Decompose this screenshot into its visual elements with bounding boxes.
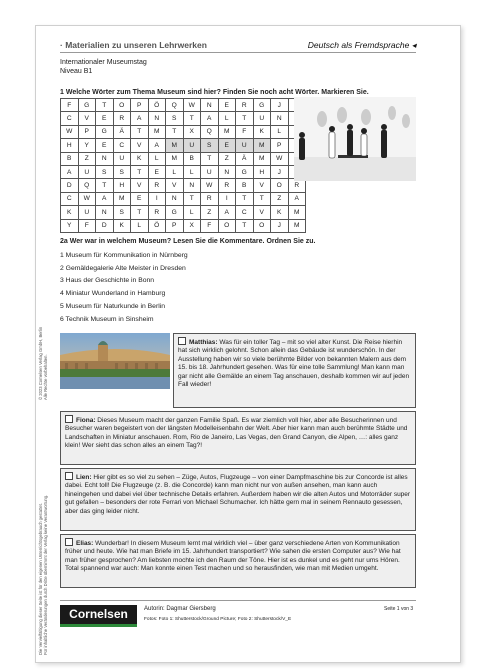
grid-cell[interactable]: S xyxy=(113,206,131,219)
grid-cell[interactable]: K xyxy=(131,152,149,165)
task-1-instruction: 1 Welche Wörter zum Thema Museum sind hier? Finden Sie noch acht Wörter. Markieren Sie. xyxy=(60,89,369,96)
grid-cell[interactable]: G xyxy=(78,99,96,112)
task-2a-instruction: 2a Wer war in welchem Museum? Lesen Sie die Kommentare. Ordnen Sie zu. xyxy=(60,238,316,245)
grid-cell[interactable]: L xyxy=(166,165,184,178)
grid-cell[interactable]: T xyxy=(166,125,184,138)
grid-cell[interactable]: Y xyxy=(61,219,79,232)
grid-cell[interactable]: E xyxy=(96,112,114,125)
comment-box-matthias xyxy=(173,333,416,408)
grid-cell[interactable]: I xyxy=(148,192,166,205)
grid-row xyxy=(61,192,306,205)
grid-cell[interactable]: V xyxy=(166,179,184,192)
grid-cell[interactable]: Z xyxy=(271,192,289,205)
grid-cell[interactable]: H xyxy=(253,165,271,178)
checkbox[interactable] xyxy=(65,415,73,423)
grid-cell[interactable]: S xyxy=(166,112,184,125)
grid-cell[interactable]: V xyxy=(131,179,149,192)
list-item: 3 Haus der Geschichte in Bonn xyxy=(60,277,155,285)
grid-cell[interactable]: O xyxy=(218,219,236,232)
list-item: 4 Miniatur Wunderland in Hamburg xyxy=(60,290,166,298)
grid-cell[interactable]: M xyxy=(253,139,271,152)
page-number: Seite 1 von 3 xyxy=(384,606,414,612)
grid-cell[interactable]: Z xyxy=(201,206,219,219)
grid-cell[interactable]: W xyxy=(61,125,79,138)
copyright-line-1: © 2023 Cornelsen Verlag GmbH, Berlin xyxy=(38,326,43,400)
grid-cell[interactable]: K xyxy=(253,125,271,138)
grid-cell[interactable]: T xyxy=(253,192,271,205)
grid-cell[interactable]: M xyxy=(218,125,236,138)
grid-cell[interactable]: T xyxy=(96,99,114,112)
grid-row xyxy=(61,99,306,112)
grid-row xyxy=(61,125,306,138)
grid-cell[interactable]: Ä xyxy=(113,125,131,138)
grid-cell[interactable]: O xyxy=(271,179,289,192)
grid-cell[interactable]: H xyxy=(113,179,131,192)
grid-row xyxy=(61,139,306,152)
grid-cell[interactable]: B xyxy=(236,179,254,192)
grid-cell[interactable]: K xyxy=(61,206,79,219)
grid-cell[interactable]: A xyxy=(218,206,236,219)
legal-line-2: Für inhaltliche Veränderungen durch Dritte übernimmt der Verlag keine Verantwortung. xyxy=(43,494,48,655)
grid-cell[interactable]: W xyxy=(183,99,201,112)
grid-cell[interactable]: P xyxy=(131,99,149,112)
grid-cell[interactable]: C xyxy=(61,112,79,125)
grid-cell[interactable]: A xyxy=(201,112,219,125)
grid-cell[interactable]: G xyxy=(166,206,184,219)
grid-cell[interactable]: E xyxy=(148,165,166,178)
grid-cell[interactable]: A xyxy=(96,192,114,205)
grid-cell[interactable]: Ä xyxy=(236,152,254,165)
grid-cell[interactable]: D xyxy=(96,219,114,232)
worksheet-meta xyxy=(60,58,147,76)
grid-cell[interactable]: Z xyxy=(218,152,236,165)
comment-text: Was für ein toller Tag – mit so viel alter Kunst. Die Reise hierhin hat sich wirklich gelohnt. Schon allein das Gebäude ist wunderschön. In der Ausstellung haben wir so viele berühmte Bilder von bekannten Malern aus dem 15. bis 18. Jahrhundert gesehen. Was für eine tolle Sammlung! Man kann man gar nicht alle Gemälde an einem Tag anschauen, deshalb kommen wir auf jeden Fall wieder! xyxy=(178,339,410,389)
grid-cell[interactable]: J xyxy=(271,165,289,178)
grid-cell[interactable]: M xyxy=(148,125,166,138)
grid-row xyxy=(61,165,306,178)
grid-cell[interactable]: T xyxy=(131,125,149,138)
grid-cell[interactable]: M xyxy=(253,152,271,165)
list-item: 2 Gemäldegalerie Alte Meister in Dresden xyxy=(60,264,186,272)
grid-cell[interactable]: W xyxy=(271,152,289,165)
grid-cell[interactable]: G xyxy=(96,125,114,138)
grid-cell[interactable]: V xyxy=(131,139,149,152)
grid-cell[interactable]: E xyxy=(131,192,149,205)
grid-cell[interactable]: M xyxy=(288,206,306,219)
grid-cell[interactable]: Z xyxy=(78,152,96,165)
grid-cell[interactable]: V xyxy=(253,179,271,192)
grid-cell[interactable]: T xyxy=(236,112,254,125)
grid-cell[interactable]: J xyxy=(271,99,289,112)
grid-cell[interactable]: N xyxy=(271,112,289,125)
checkbox[interactable] xyxy=(65,472,73,480)
grid-cell[interactable]: P xyxy=(78,125,96,138)
grid-cell[interactable]: C xyxy=(113,139,131,152)
word-search-grid[interactable] xyxy=(60,98,306,233)
grid-cell[interactable]: E xyxy=(218,139,236,152)
grid-cell[interactable]: R xyxy=(148,179,166,192)
grid-cell[interactable]: V xyxy=(253,206,271,219)
grid-cell[interactable]: F xyxy=(78,219,96,232)
grid-cell[interactable]: Ö xyxy=(148,219,166,232)
grid-cell[interactable]: L xyxy=(218,112,236,125)
footer-photo-credits: Fotos: Foto 1: Shutterstock/Ground Picture; Foto 2: Shutterstock/V_E xyxy=(144,617,292,622)
grid-cell[interactable]: U xyxy=(201,165,219,178)
grid-cell[interactable]: R xyxy=(236,99,254,112)
grid-cell[interactable]: Y xyxy=(78,139,96,152)
grid-cell[interactable]: R xyxy=(288,179,306,192)
grid-cell[interactable]: U xyxy=(78,165,96,178)
checkbox[interactable] xyxy=(65,538,73,546)
grid-row xyxy=(61,112,306,125)
grid-cell[interactable]: U xyxy=(113,152,131,165)
museum-list xyxy=(60,250,188,326)
grid-cell[interactable]: V xyxy=(78,112,96,125)
museum-visitors-photo xyxy=(294,97,416,181)
header-subject: Deutsch als Fremdsprache ◂ xyxy=(307,40,416,50)
grid-cell[interactable]: B xyxy=(183,152,201,165)
grid-cell[interactable]: H xyxy=(61,139,79,152)
grid-cell[interactable]: L xyxy=(183,206,201,219)
grid-cell[interactable]: T xyxy=(131,165,149,178)
grid-row xyxy=(61,219,306,232)
comment-text: Hier gibt es so viel zu sehen – Züge, Autos, Flugzeuge – von einer Dampfmaschine bis zur Concorde ist alles dabei. Echt toll! Die Flugzeuge (z. B. die Concorde) kann man nicht nur von außen ansehen, man kann auch hineingehen und dabei viel über technische Details erfahren. Außerdem haben wir die alten Autos und Motorräder super gut gefallen – besonders der rote Ferrari von Michael Schumacher. Ich hätte gern mal in seinem Rennauto gesessen, aber das ging leider nicht. xyxy=(65,474,411,515)
grid-cell[interactable]: A xyxy=(131,112,149,125)
grid-cell[interactable]: C xyxy=(236,206,254,219)
grid-cell[interactable]: A xyxy=(61,165,79,178)
grid-cell[interactable]: T xyxy=(183,192,201,205)
grid-cell[interactable]: N xyxy=(201,99,219,112)
grid-cell[interactable]: J xyxy=(271,219,289,232)
grid-cell[interactable]: S xyxy=(96,165,114,178)
grid-cell[interactable]: Q xyxy=(201,125,219,138)
cornelsen-logo: Cornelsen xyxy=(60,605,137,624)
grid-cell[interactable]: O xyxy=(253,219,271,232)
footer-author: Autorin: Dagmar Giersberg xyxy=(144,606,216,612)
grid-cell[interactable]: N xyxy=(218,165,236,178)
grid-cell[interactable]: R xyxy=(113,112,131,125)
grid-cell[interactable]: M xyxy=(288,219,306,232)
grid-cell[interactable]: G xyxy=(236,165,254,178)
grid-cell[interactable]: L xyxy=(183,165,201,178)
grid-cell[interactable]: U xyxy=(78,206,96,219)
grid-cell[interactable]: T xyxy=(131,206,149,219)
grid-cell[interactable]: T xyxy=(236,192,254,205)
grid-cell[interactable]: Q xyxy=(166,99,184,112)
grid-cell[interactable]: X xyxy=(183,219,201,232)
grid-cell[interactable]: N xyxy=(183,179,201,192)
grid-row xyxy=(61,152,306,165)
grid-cell[interactable]: Ö xyxy=(148,99,166,112)
grid-cell[interactable]: R xyxy=(201,192,219,205)
list-item: 6 Technik Museum in Sinsheim xyxy=(60,315,154,323)
grid-cell[interactable]: T xyxy=(236,219,254,232)
grid-cell[interactable]: U xyxy=(236,139,254,152)
grid-cell[interactable]: R xyxy=(148,206,166,219)
grid-cell[interactable]: F xyxy=(61,99,79,112)
grid-cell[interactable]: Q xyxy=(78,179,96,192)
copyright-note xyxy=(38,327,48,400)
grid-cell[interactable]: O xyxy=(113,99,131,112)
grid-cell[interactable]: P xyxy=(271,139,289,152)
grid-cell[interactable]: F xyxy=(201,219,219,232)
legal-line-1: Die Vervielfältigung dieser Seite ist für den eigenen Unterrichtsgebrauch gestattet. xyxy=(38,502,43,655)
grid-cell[interactable]: D xyxy=(61,179,79,192)
grid-cell[interactable]: X xyxy=(183,125,201,138)
grid-cell[interactable]: M xyxy=(166,152,184,165)
grid-cell[interactable]: T xyxy=(183,112,201,125)
grid-cell[interactable]: C xyxy=(61,192,79,205)
comment-text: Wunderbar! In diesem Museum lernt mal wirklich viel – über ganz verschiedene Arten von Kommunikation früher und heute. Wie hat man Briefe im 15. Jahrhundert transportiert? Wie sahen die ersten Computer aus? Wie hat man früher gesprochen? Am liebsten mochte ich den Raum der Töne. Hier ist es dunkel und es geht nur ums Hören. Total spannend war auch: Man konnte einen Test machen und so herausfinden, wie man mit Medien umgeht. xyxy=(65,540,401,573)
legal-note xyxy=(38,495,48,655)
worksheet-level: Niveau B1 xyxy=(60,68,93,75)
comment-box-elias xyxy=(60,534,416,588)
copyright-line-2: Alle Rechte vorbehalten. xyxy=(43,354,48,400)
grid-cell[interactable]: U xyxy=(253,112,271,125)
commenter-name: Elias: xyxy=(76,540,94,547)
checkbox[interactable] xyxy=(178,337,186,345)
grid-cell[interactable]: N xyxy=(148,112,166,125)
grid-cell[interactable]: E xyxy=(218,99,236,112)
grid-row xyxy=(61,206,306,219)
grid-cell[interactable]: I xyxy=(218,192,236,205)
grid-cell[interactable]: L xyxy=(131,219,149,232)
grid-cell[interactable]: G xyxy=(253,99,271,112)
comment-box-lien xyxy=(60,468,416,531)
grid-cell[interactable]: B xyxy=(61,152,79,165)
grid-cell[interactable]: L xyxy=(148,152,166,165)
grid-row xyxy=(61,179,306,192)
comment-box-fiona xyxy=(60,411,416,465)
grid-cell[interactable]: L xyxy=(271,125,289,138)
grid-cell[interactable]: A xyxy=(288,192,306,205)
grid-cell[interactable]: E xyxy=(96,139,114,152)
commenter-name: Lien: xyxy=(76,474,92,481)
grid-cell[interactable]: W xyxy=(201,179,219,192)
grid-cell[interactable]: U xyxy=(183,139,201,152)
grid-cell[interactable]: P xyxy=(166,219,184,232)
grid-cell[interactable]: T xyxy=(96,179,114,192)
footer-divider xyxy=(60,600,416,601)
header-series-title: · Materialien zu unseren Lehrwerken xyxy=(60,40,207,50)
grid-cell[interactable]: K xyxy=(113,219,131,232)
grid-cell[interactable]: T xyxy=(201,152,219,165)
grid-cell[interactable]: M xyxy=(166,139,184,152)
grid-cell[interactable]: A xyxy=(148,139,166,152)
dresden-gallery-photo xyxy=(60,333,170,389)
grid-cell[interactable]: N xyxy=(166,192,184,205)
grid-cell[interactable]: S xyxy=(113,165,131,178)
list-item: 1 Museum für Kommunikation in Nürnberg xyxy=(60,252,188,259)
grid-cell[interactable]: S xyxy=(201,139,219,152)
list-item: 5 Museum für Naturkunde in Berlin xyxy=(60,302,166,310)
grid-cell[interactable]: M xyxy=(113,192,131,205)
page-header xyxy=(60,40,416,53)
grid-cell[interactable]: W xyxy=(78,192,96,205)
grid-cell[interactable]: N xyxy=(96,206,114,219)
grid-cell[interactable]: N xyxy=(96,152,114,165)
comment-text: Dieses Museum macht der ganzen Familie Spaß. Es war ziemlich voll hier, aber alle Besucherinnen und Besucher waren begeistert von der längsten Modelleisenbahn der Welt. Aber hier kann man auch berühmte Städte und Landschaften in Miniatur anschauen. Rom, Rio de Janeiro, Las Vegas, den Grand Canyon, die Alpen, …: alles ganz klein! Wer sieht das schon alles an einem Tag?! xyxy=(65,417,408,450)
worksheet-topic: Internationaler Museumstag xyxy=(60,59,147,66)
grid-cell[interactable]: F xyxy=(236,125,254,138)
grid-cell[interactable]: K xyxy=(271,206,289,219)
commenter-name: Fiona: xyxy=(76,417,96,424)
grid-cell[interactable]: R xyxy=(218,179,236,192)
commenter-name: Matthias: xyxy=(189,339,218,346)
